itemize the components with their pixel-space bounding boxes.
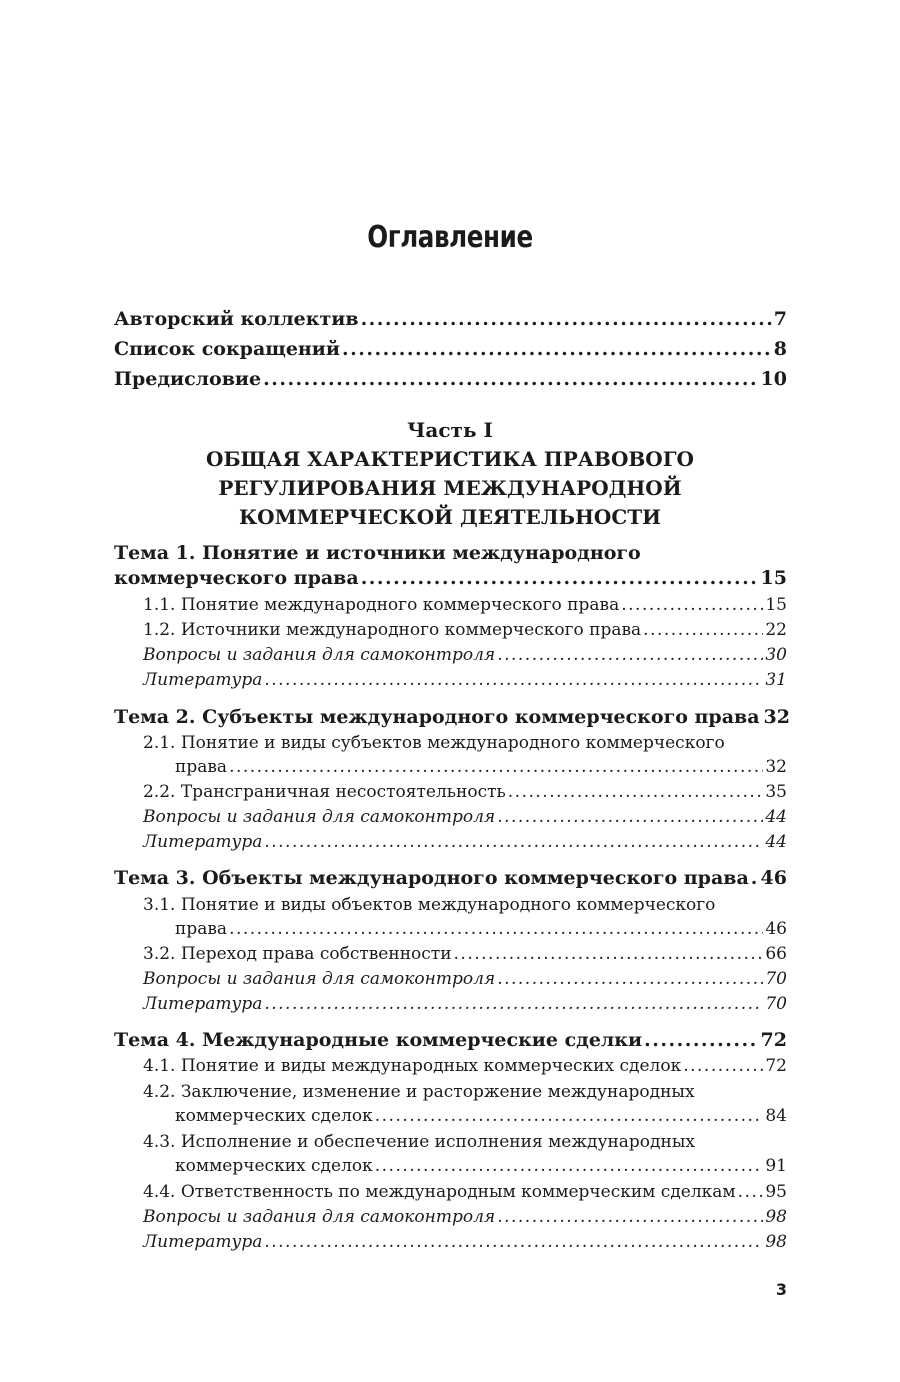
toc-section-3-1[interactable] xyxy=(175,919,787,939)
toc-entry-page: 31 xyxy=(765,670,787,690)
toc-entry-page: 15 xyxy=(760,567,787,589)
toc-section-4-4[interactable] xyxy=(143,1182,787,1202)
toc-entry-label: Авторский коллектив xyxy=(114,308,359,330)
toc-literature-2[interactable] xyxy=(143,832,787,852)
leader-dots xyxy=(264,1232,763,1252)
toc-entry-label: 2.2. Трансграничная несостоятельность xyxy=(143,782,506,802)
toc-entry-label: коммерческих сделок xyxy=(175,1156,373,1176)
toc-section-4-2[interactable] xyxy=(175,1106,787,1126)
toc-entry-label: права xyxy=(175,919,228,939)
toc-entry-page: 72 xyxy=(760,1029,787,1051)
leader-dots xyxy=(751,867,759,889)
toc-entry-page: 44 xyxy=(765,807,787,827)
part-title-line: РЕГУЛИРОВАНИЯ МЕЖДУНАРОДНОЙ xyxy=(218,476,682,500)
toc-entry-label: Тема 4. Международные коммерческие сделки xyxy=(114,1029,643,1051)
toc-entry-label: Тема 2. Субъекты международного коммерческого права xyxy=(114,706,760,728)
leader-dots xyxy=(375,1106,764,1126)
leader-dots xyxy=(644,1029,758,1051)
toc-entry-abbreviations[interactable] xyxy=(114,338,787,360)
toc-entry-page: 8 xyxy=(773,338,787,360)
toc-entry-page: 35 xyxy=(765,782,787,802)
toc-section-4-3[interactable] xyxy=(175,1156,787,1176)
toc-section-1-1[interactable] xyxy=(143,595,787,615)
toc-entry-label: Литература xyxy=(143,832,263,852)
toc-entry-label: коммерческого права xyxy=(114,567,359,589)
toc-section-3-2[interactable] xyxy=(143,944,787,964)
leader-dots xyxy=(497,807,763,827)
toc-entry-page: 7 xyxy=(773,308,787,330)
toc-section-1-2[interactable] xyxy=(143,620,787,640)
toc-entry-page: 98 xyxy=(765,1207,787,1227)
toc-literature-3[interactable] xyxy=(143,994,787,1014)
toc-entry-page: 46 xyxy=(760,867,787,889)
toc-entry-label: 1.2. Источники международного коммерческого права xyxy=(143,620,642,640)
leader-dots xyxy=(229,919,763,939)
toc-entry-page: 32 xyxy=(763,706,790,728)
toc-questions-1[interactable] xyxy=(143,645,787,665)
part-title-line: ОБЩАЯ ХАРАКТЕРИСТИКА ПРАВОВОГО xyxy=(206,447,694,471)
leader-dots xyxy=(497,645,763,665)
leader-dots xyxy=(454,944,764,964)
toc-entry-page: 91 xyxy=(765,1156,787,1176)
part-number: Часть I xyxy=(407,418,493,442)
toc-entry-page: 22 xyxy=(765,620,787,640)
toc-entry-label: коммерческих сделок xyxy=(175,1106,373,1126)
page-number: 3 xyxy=(775,1280,787,1299)
toc-entry-label: права xyxy=(175,757,228,777)
toc-entry-label: Список сокращений xyxy=(114,338,340,360)
leader-dots xyxy=(361,567,759,589)
toc-entry-page: 32 xyxy=(765,757,787,777)
page-title: Оглавление xyxy=(367,220,533,255)
leader-dots xyxy=(738,1182,764,1202)
toc-entry-label: Литература xyxy=(143,994,263,1014)
toc-entry-preface[interactable] xyxy=(114,368,787,390)
leader-dots xyxy=(643,620,763,640)
toc-entry-label: Литература xyxy=(143,670,263,690)
toc-entry-page: 10 xyxy=(760,368,787,390)
leader-dots xyxy=(375,1156,764,1176)
toc-entry-label: Вопросы и задания для самоконтроля xyxy=(143,1207,496,1227)
toc-literature-1[interactable] xyxy=(143,670,787,690)
toc-topic-3[interactable] xyxy=(114,867,787,889)
leader-dots xyxy=(621,595,763,615)
toc-entry-authors[interactable] xyxy=(114,308,787,330)
toc-entry-label: Литература xyxy=(143,1232,263,1252)
toc-entry-label: Вопросы и задания для самоконтроля xyxy=(143,807,496,827)
leader-dots xyxy=(497,969,763,989)
toc-entry-label: 1.1. Понятие международного коммерческого права xyxy=(143,595,620,615)
leader-dots xyxy=(361,308,772,330)
leader-dots xyxy=(342,338,772,360)
toc-entry-label: Вопросы и задания для самоконтроля xyxy=(143,969,496,989)
toc-questions-3[interactable] xyxy=(143,969,787,989)
toc-section-4-1[interactable] xyxy=(143,1056,787,1076)
toc-entry-page: 84 xyxy=(765,1106,787,1126)
toc-entry-label: 3.2. Переход права собственности xyxy=(143,944,452,964)
toc-entry-label: Предисловие xyxy=(114,368,262,390)
section-4-2-title-line[interactable]: 4.2. Заключение, изменение и расторжение международных xyxy=(143,1082,695,1102)
toc-entry-page: 15 xyxy=(765,595,787,615)
leader-dots xyxy=(508,782,764,802)
toc-entry-page: 30 xyxy=(765,645,787,665)
toc-entry-page: 70 xyxy=(765,969,787,989)
toc-topic-4[interactable] xyxy=(114,1029,787,1051)
section-4-3-title-line[interactable]: 4.3. Исполнение и обеспечение исполнения международных xyxy=(143,1132,695,1152)
leader-dots xyxy=(264,994,763,1014)
toc-entry-page: 66 xyxy=(765,944,787,964)
toc-topic-2[interactable] xyxy=(114,706,790,728)
toc-section-2-1[interactable] xyxy=(175,757,787,777)
part-title-line: КОММЕРЧЕСКОЙ ДЕЯТЕЛЬНОСТИ xyxy=(238,505,662,529)
toc-entry-page: 98 xyxy=(765,1232,787,1252)
toc-literature-4[interactable] xyxy=(143,1232,787,1252)
leader-dots xyxy=(264,670,763,690)
toc-entry-label: 4.4. Ответственность по международным коммерческим сделкам xyxy=(143,1182,736,1202)
toc-entry-label: Тема 3. Объекты международного коммерческого права xyxy=(114,867,749,889)
leader-dots xyxy=(263,368,758,390)
toc-entry-page: 70 xyxy=(765,994,787,1014)
toc-entry-page: 44 xyxy=(765,832,787,852)
toc-entry-page: 95 xyxy=(765,1182,787,1202)
toc-topic-1[interactable] xyxy=(114,567,787,589)
toc-questions-4[interactable] xyxy=(143,1207,787,1227)
toc-section-2-2[interactable] xyxy=(143,782,787,802)
leader-dots xyxy=(497,1207,763,1227)
toc-entry-page: 72 xyxy=(765,1056,787,1076)
leader-dots xyxy=(264,832,763,852)
toc-entry-page: 46 xyxy=(765,919,787,939)
topic-1-title-line[interactable]: Тема 1. Понятие и источники международного xyxy=(114,542,641,564)
toc-questions-2[interactable] xyxy=(143,807,787,827)
toc-entry-label: Вопросы и задания для самоконтроля xyxy=(143,645,496,665)
leader-dots xyxy=(683,1056,763,1076)
section-3-1-title-line[interactable]: 3.1. Понятие и виды объектов международного коммерческого xyxy=(143,895,716,915)
toc-entry-label: 4.1. Понятие и виды международных коммерческих сделок xyxy=(143,1056,682,1076)
section-2-1-title-line[interactable]: 2.1. Понятие и виды субъектов международного коммерческого xyxy=(143,733,725,753)
leader-dots xyxy=(229,757,763,777)
